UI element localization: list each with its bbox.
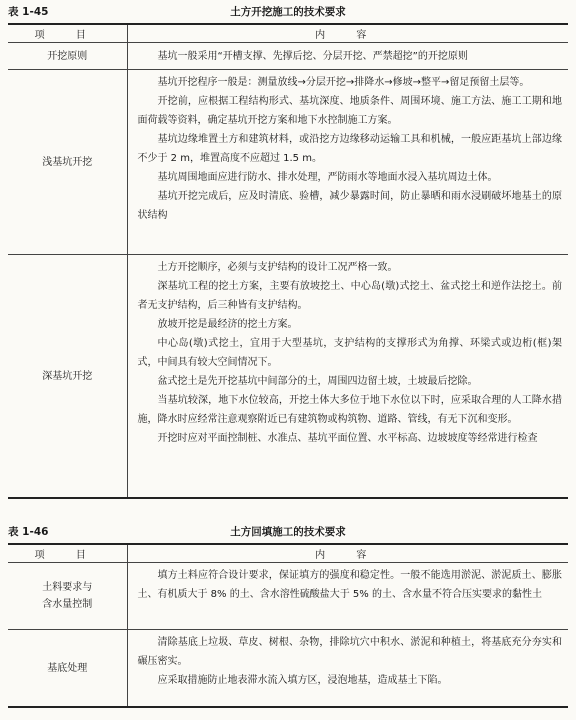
header-content: 内 容 [127, 544, 568, 563]
table-row [8, 43, 568, 70]
content-paragraph: 基坑一般采用“开槽支撑、先撑后挖、分层开挖、严禁超挖”的开挖原则 [157, 50, 468, 62]
content-paragraph: 土方开挖顺序，必须与支护结构的设计工况严格一致。 [157, 262, 398, 273]
row-content [127, 255, 568, 499]
table-title: 土方开挖施工的技术要求 [230, 6, 346, 18]
content-paragraph: 当基坑较深，地下水位较高，开挖土体大多位于地下水位以下时，应采取合理的人工降水措施，降水时应经常注意观察附近已有建筑物或构筑物、道路、管线，有无下沉和变形。 [137, 395, 562, 425]
table-title: 土方回填施工的技术要求 [230, 526, 346, 538]
table-backfill-requirements [8, 543, 568, 708]
content-paragraph: 基坑开挖完成后，应及时清底、验槽，减少暴露时间，防止暴晒和雨水浸刷破坏地基土的原状结构 [137, 191, 562, 221]
content-paragraph: 开挖时应对平面控制桩、水准点、基坑平面位置、水平标高、边坡坡度等经常进行检查 [157, 433, 538, 444]
row-label: 深基坑开挖 [8, 255, 127, 499]
header-item: 项 目 [8, 24, 127, 43]
table-row [8, 630, 568, 708]
table-number: 表 1-45 [8, 6, 49, 18]
table-excavation-requirements [8, 23, 568, 499]
row-label [8, 563, 127, 630]
content-paragraph: 基坑开挖程序一般是：测量放线→分层开挖→排降水→修坡→整平→留足预留土层等。 [157, 77, 530, 88]
row-content [127, 630, 568, 708]
content-paragraph: 放坡开挖是最经济的挖土方案。 [157, 319, 298, 330]
row-label-line: 含水量控制 [42, 599, 93, 610]
content-paragraph: 深基坑工程的挖土方案，主要有放坡挖土、中心岛(墩)式挖土、盆式挖土和逆作法挖土。前者无支护结构，后三种皆有支护结构。 [137, 281, 562, 311]
content-paragraph: 填方土料应符合设计要求，保证填方的强度和稳定性。一般不能选用淤泥、淤泥质土、膨胀土、有机质大于 8% 的土、含水溶性硫酸盐大于 5% 的土、含水量不符合压实要求的黏性土 [137, 570, 562, 600]
row-label: 浅基坑开挖 [8, 70, 127, 255]
content-paragraph: 开挖前，应根据工程结构形式、基坑深度、地质条件、周围环境、施工方法、施工工期和地面荷载等资料，确定基坑开挖方案和地下水控制施工方案。 [137, 96, 562, 126]
row-label-line: 土料要求与 [42, 582, 93, 593]
content-paragraph: 应采取措施防止地表滞水流入填方区，浸泡地基，造成基土下陷。 [157, 675, 448, 686]
table-caption-1-45 [8, 5, 568, 19]
table-caption-1-46 [8, 525, 568, 539]
content-paragraph: 清除基底上垃圾、草皮、树根、杂物，排除坑穴中积水、淤泥和种植土，将基底充分夯实和碾压密实。 [137, 637, 562, 667]
row-label: 开挖原则 [8, 43, 127, 70]
row-label: 基底处理 [8, 630, 127, 708]
header-content: 内 容 [127, 24, 568, 43]
row-content [127, 43, 568, 70]
table-header-row [8, 544, 568, 563]
table-row [8, 255, 568, 499]
table-number: 表 1-46 [8, 526, 49, 538]
row-content [127, 70, 568, 255]
table-header-row [8, 24, 568, 43]
table-row [8, 563, 568, 630]
content-paragraph: 盆式挖土是先开挖基坑中间部分的土，周围四边留土坡，土坡最后挖除。 [157, 376, 478, 387]
table-row [8, 70, 568, 255]
content-paragraph: 基坑边缘堆置土方和建筑材料，或沿挖方边缘移动运输工具和机械，一般应距基坑上部边缘不少于 2 m，堆置高度不应超过 1.5 m。 [137, 134, 562, 164]
content-paragraph: 中心岛(墩)式挖土，宜用于大型基坑，支护结构的支撑形式为角撑、环梁式或边桁(框)架式，中间具有较大空间情况下。 [137, 338, 562, 368]
header-item: 项 目 [8, 544, 127, 563]
row-content [127, 563, 568, 630]
content-paragraph: 基坑周围地面应进行防水、排水处理，严防雨水等地面水浸入基坑周边土体。 [157, 172, 498, 183]
